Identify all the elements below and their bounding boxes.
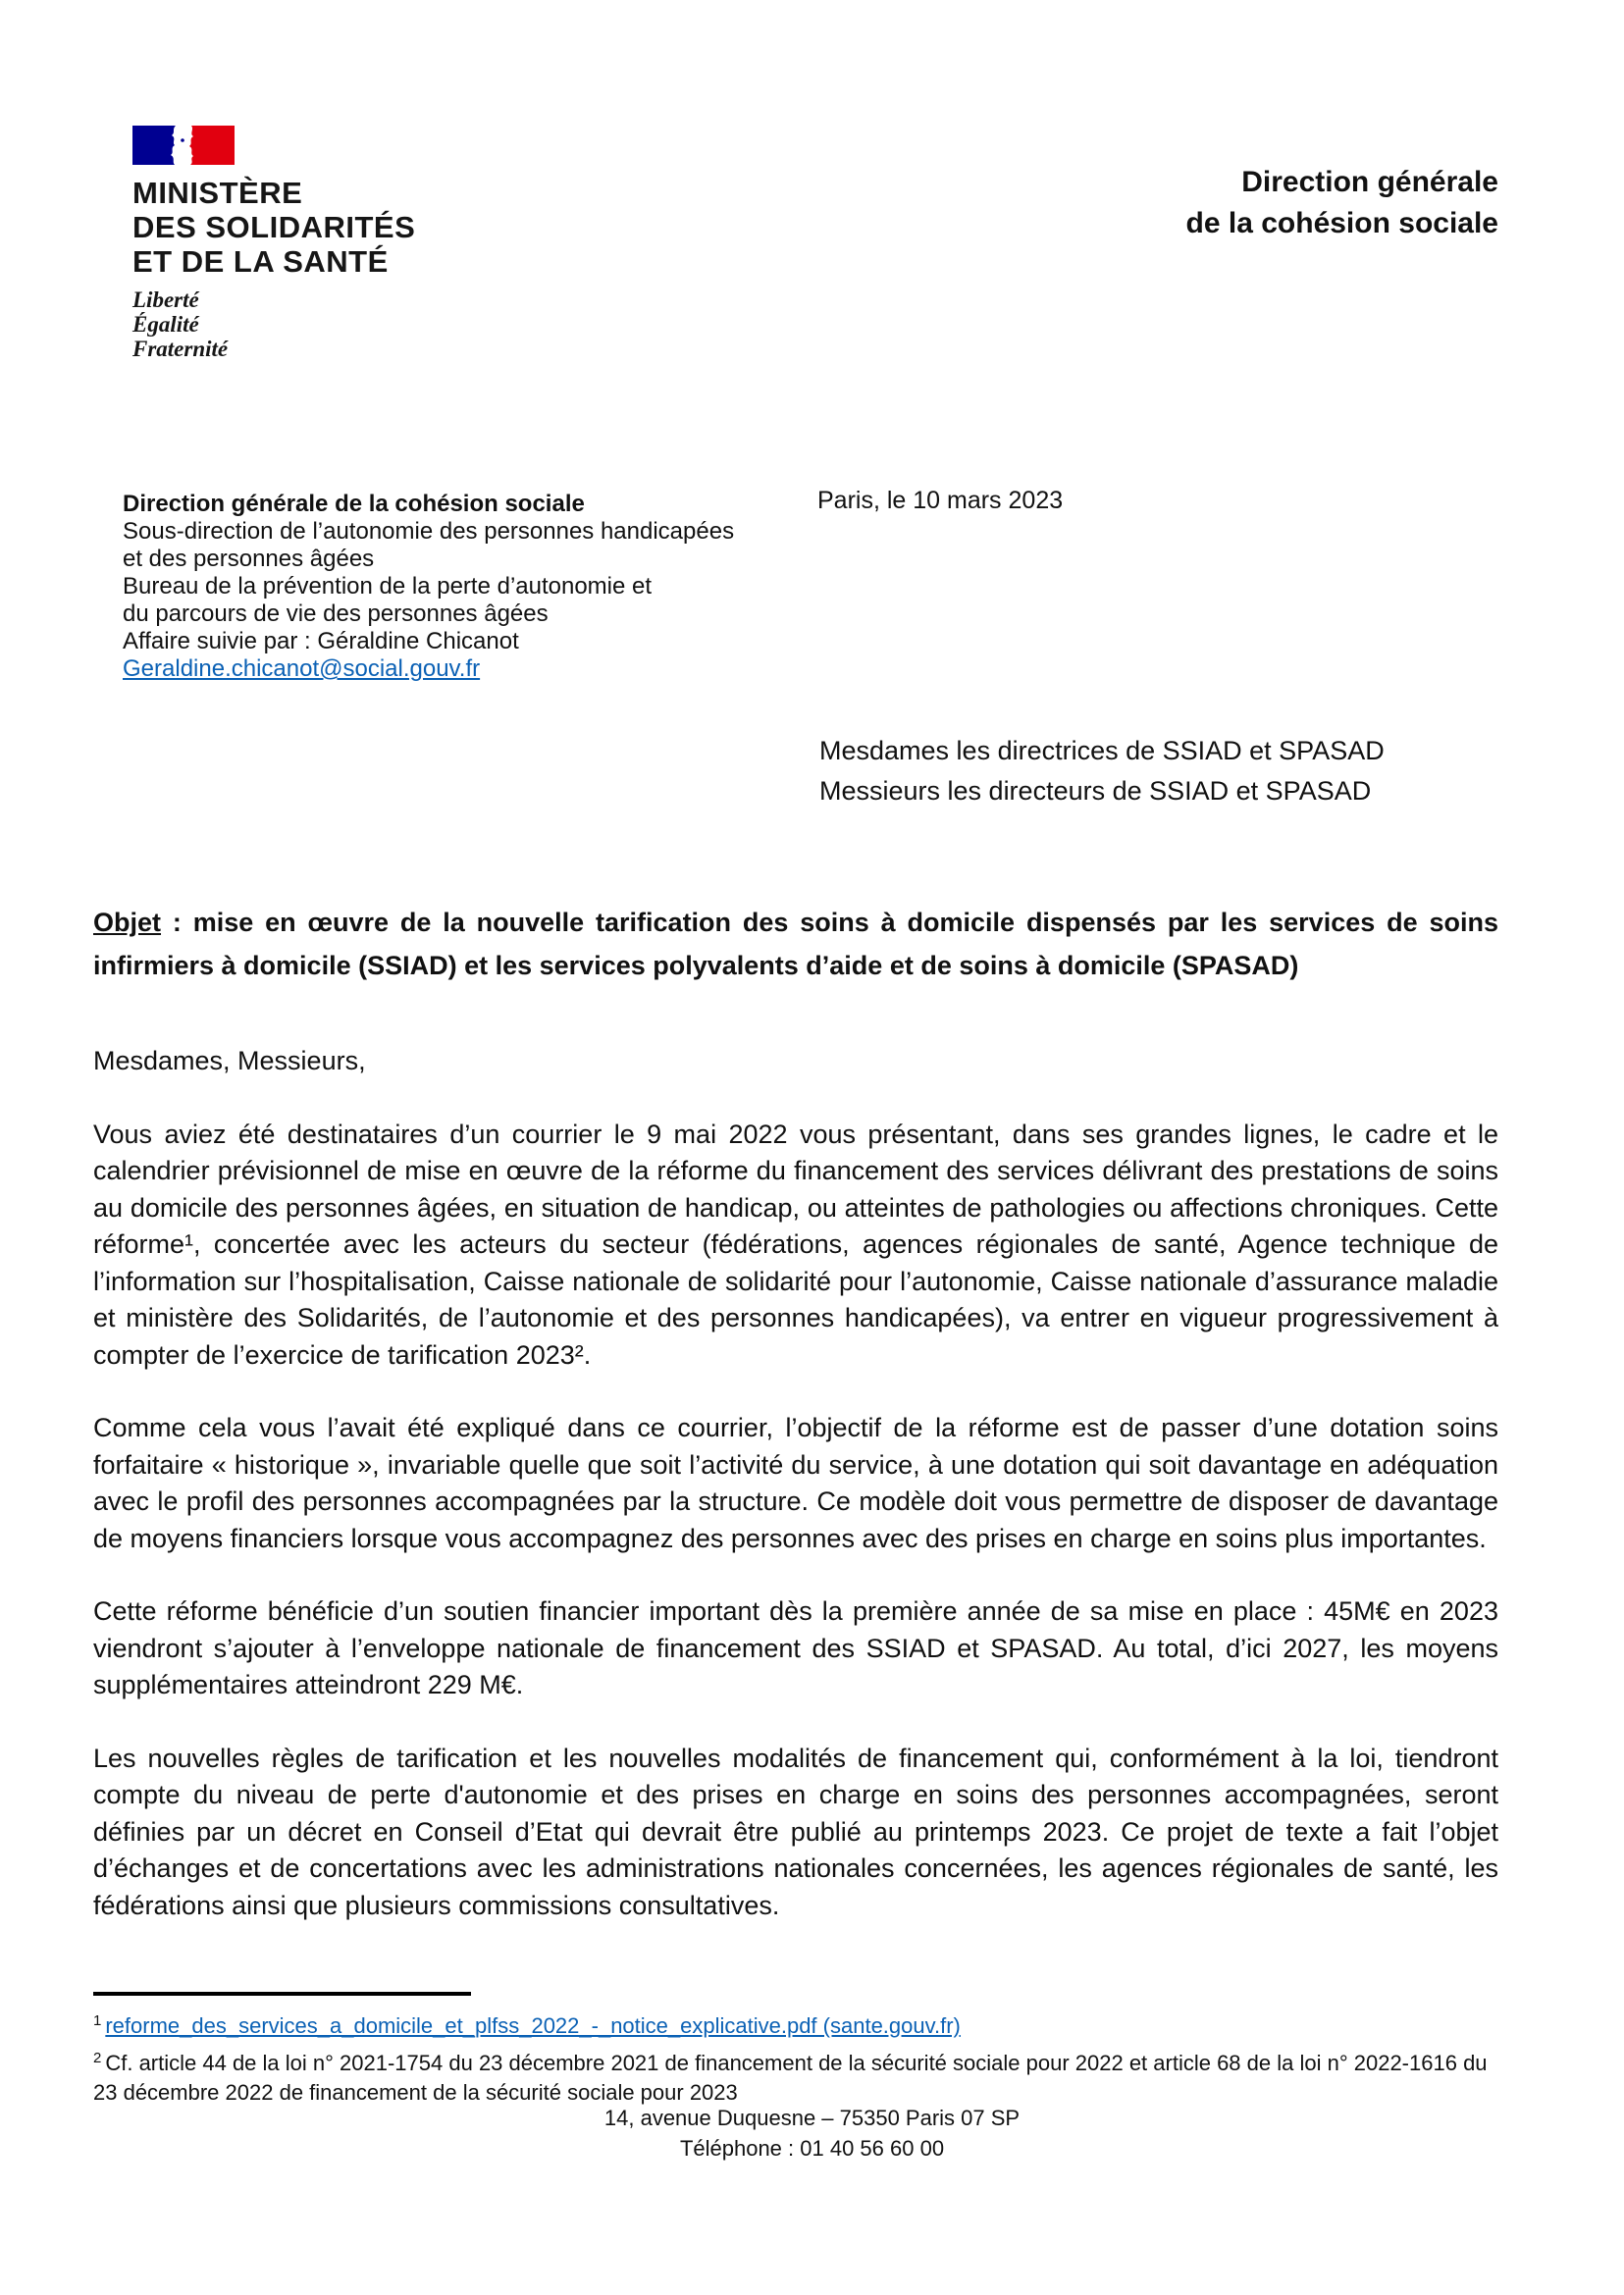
footer-phone: Téléphone : 01 40 56 60 00 <box>679 2136 945 2161</box>
footer-address: 14, avenue Duquesne – 75350 Paris 07 SP <box>603 2106 1021 2130</box>
footnote-1 <box>93 2011 1498 2041</box>
subject-text: : mise en œuvre de la nouvelle tarification des soins à domicile dispensés par les services de soins infirmiers à domicile (SSIAD) et les services polyvalents d’aide et de soins à domicile (SPASAD) <box>93 908 1498 980</box>
marianne-flag-icon <box>132 126 235 165</box>
motto-line: Égalité <box>132 312 199 337</box>
directorate-header-line1: Direction générale <box>1241 166 1498 198</box>
footnote-2-text: Cf. article 44 de la loi n° 2021-1754 du 23 décembre 2021 de financement de la sécurité sociale pour 2022 et article 68 de la loi n° 2022-1616 du 23 décembre 2022 de financement de la sécurité sociale pour 2023 <box>93 2051 1488 2105</box>
sender-email-link[interactable]: Geraldine.chicanot@social.gouv.fr <box>123 655 481 682</box>
recipient-line: Mesdames les directrices de SSIAD et SPASAD <box>819 736 1385 765</box>
letter-body <box>93 1043 1498 1960</box>
footnote-2-marker: 2 <box>93 2049 102 2066</box>
ministry-logo-block <box>132 126 415 361</box>
flag-red-panel <box>189 126 235 165</box>
body-paragraph: Les nouvelles règles de tarification et les nouvelles modalités de financement qui, conformément à la loi, tiendront compte du niveau de perte d'autonomie et des prises en charge en soins des personnes accompagnées, seront définies par un décret en Conseil d’Etat qui devrait être publié au printemps 2023. Ce projet de texte a fait l’objet d’échanges et de concertations avec les administrations nationales concernées, les agences régionales de santé, les fédérations ainsi que plusieurs commissions consultatives. <box>93 1743 1498 1920</box>
footnote-1-marker: 1 <box>93 2011 102 2029</box>
page-footer <box>0 2103 1624 2164</box>
ministry-name <box>132 176 415 279</box>
sender-line: et des personnes âgées <box>123 546 375 572</box>
sender-line: Bureau de la prévention de la perte d’autonomie et <box>123 573 653 600</box>
sender-directorate: Direction générale de la cohésion sociale <box>123 491 585 517</box>
republic-motto <box>132 287 415 361</box>
ministry-name-line: ET DE LA SANTÉ <box>132 244 389 279</box>
footnotes-block <box>93 1992 1498 2115</box>
recipients-block <box>819 731 1385 811</box>
salutation: Mesdames, Messieurs, <box>93 1046 366 1075</box>
footnote-2 <box>93 2049 1498 2108</box>
ministry-name-line: DES SOLIDARITÉS <box>132 210 416 244</box>
sender-line: Sous-direction de l’autonomie des personnes handicapées <box>123 518 735 545</box>
body-paragraph: Cette réforme bénéficie d’un soutien financier important dès la première année de sa mise en place : 45M€ en 2023 viendront s’ajouter à l’enveloppe nationale de financement des SSIAD et SPASAD. Au total, d’ici 2027, les moyens supplémentaires atteindront 229 M€. <box>93 1596 1498 1699</box>
letter-date: Paris, le 10 mars 2023 <box>817 487 1064 514</box>
subject-label: Objet <box>93 908 162 937</box>
subject-line <box>93 901 1498 987</box>
sender-line: Affaire suivie par : Géraldine Chicanot <box>123 628 519 654</box>
motto-line: Liberté <box>132 287 199 312</box>
motto-line: Fraternité <box>132 337 229 361</box>
directorate-header <box>1186 162 1498 244</box>
flag-detail-dot <box>181 138 184 142</box>
directorate-header-line2: de la cohésion sociale <box>1185 207 1498 239</box>
sender-line: du parcours de vie des personnes âgées <box>123 600 549 627</box>
flag-blue-panel <box>132 126 176 165</box>
footnote-1-link[interactable]: reforme_des_services_a_domicile_et_plfss_2022_-_notice_explicative.pdf (sante.gouv.fr) <box>105 2013 961 2038</box>
footnote-separator <box>93 1992 471 1996</box>
sender-block <box>123 491 734 683</box>
recipient-line: Messieurs les directeurs de SSIAD et SPASAD <box>819 776 1372 806</box>
ministry-name-line: MINISTÈRE <box>132 176 303 210</box>
body-paragraph: Vous aviez été destinataires d’un courrier le 9 mai 2022 vous présentant, dans ses grandes lignes, le cadre et le calendrier prévisionnel de mise en œuvre de la réforme du financement des services délivrant des prestations de soins au domicile des personnes âgées, en situation de handicap, ou atteintes de pathologies ou affections chroniques. Cette réforme¹, concertée avec les acteurs du secteur (fédérations, agences régionales de santé, Agence technique de l’information sur l’hospitalisation, Caisse nationale de solidarité pour l’autonomie, Caisse nationale d’assurance maladie et ministère des Solidarités, de l’autonomie et des personnes handicapées), va entrer en vigueur progressivement à compter de l’exercice de tarification 2023². <box>93 1119 1498 1370</box>
body-paragraph: Comme cela vous l’avait été expliqué dans ce courrier, l’objectif de la réforme est de passer d’une dotation soins forfaitaire « historique », invariable quelle que soit l’activité du service, à une dotation qui soit davantage en adéquation avec le profil des personnes accompagnées par la structure. Ce modèle doit vous permettre de disposer de davantage de moyens financiers lorsque vous accompagnez des personnes avec des prises en charge en soins plus importantes. <box>93 1413 1498 1553</box>
